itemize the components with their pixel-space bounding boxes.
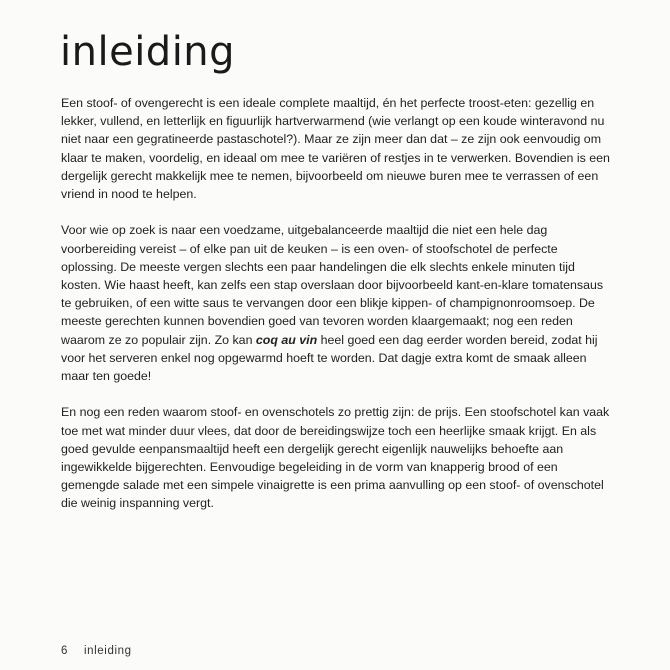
paragraph-2-text-after: heel goed een dag eerder worden bereid, zodat hij voor het serveren enkel nog opgewarmd hoeft te worden. Dat dagje extra komt de smaak alleen maar ten goede! [61,332,598,384]
running-footer-section: inleiding [84,645,132,657]
body-text [61,94,611,531]
page-heading: inleiding [60,29,236,75]
page-footer [61,645,132,657]
page-number: 6 [61,645,68,657]
emphasized-dish-name: coq au vin [255,332,318,347]
paragraph-1: Een stoof- of ovengerecht is een ideale complete maaltijd, én het perfecte troost-eten: gezellig en lekker, vullend, en letterlijk en figuurlijk hartverwarmend (wie verlangt op een koude winteravond nu niet naar een gegratineerde pastaschotel?). Maar ze zijn meer dan dat – ze zijn ook eenvoudig om klaar te maken, voordelig, en ideaal om mee te variëren of restjes in te verwerken. Bovendien is een dergelijk gerecht makkelijk mee te nemen, bijvoorbeeld om nieuwe buren mee te verrassen of een vriend in nood te helpen. [61,96,610,202]
paragraph-2-text-before: Voor wie op zoek is naar een voedzame, uitgebalanceerde maaltijd die niet een hele dag voorbereiding vereist – of elke pan uit de keuken – is een oven- of stoofschotel de perfecte oplossing. De meeste vergen slechts een paar handelingen die elk slechts enkele minuten tijd kosten. Wie haast heeft, kan zelfs een stap overslaan door bijvoorbeeld kant-en-klare tomatensaus te gebruiken, of een witte saus te vervangen door een blikje kippen- of champignonroomsoep. De meeste gerechten kunnen bovendien goed van tevoren worden klaargemaakt; nog een reden waarom ze zo populair zijn. Zo kan [61,223,604,347]
paragraph-3: En nog een reden waarom stoof- en ovenschotels zo prettig zijn: de prijs. Een stoofschotel kan vaak toe met wat minder duur vlees, dat door de bereidingswijze toch een heerlijke smaak krijgt. En als goed gevulde eenpansmaaltijd heeft een dergelijk gerecht eigenlijk nauwelijks behoefte aan ingewikkelde bijgerechten. Eenvoudige begeleiding in de vorm van knapperig brood of een gemengde salade met een simpele vinaigrette is een prima aanvulling op een stoof- of ovenschotel die weinig inspanning vergt. [61,405,610,511]
paragraph-2 [61,221,611,385]
